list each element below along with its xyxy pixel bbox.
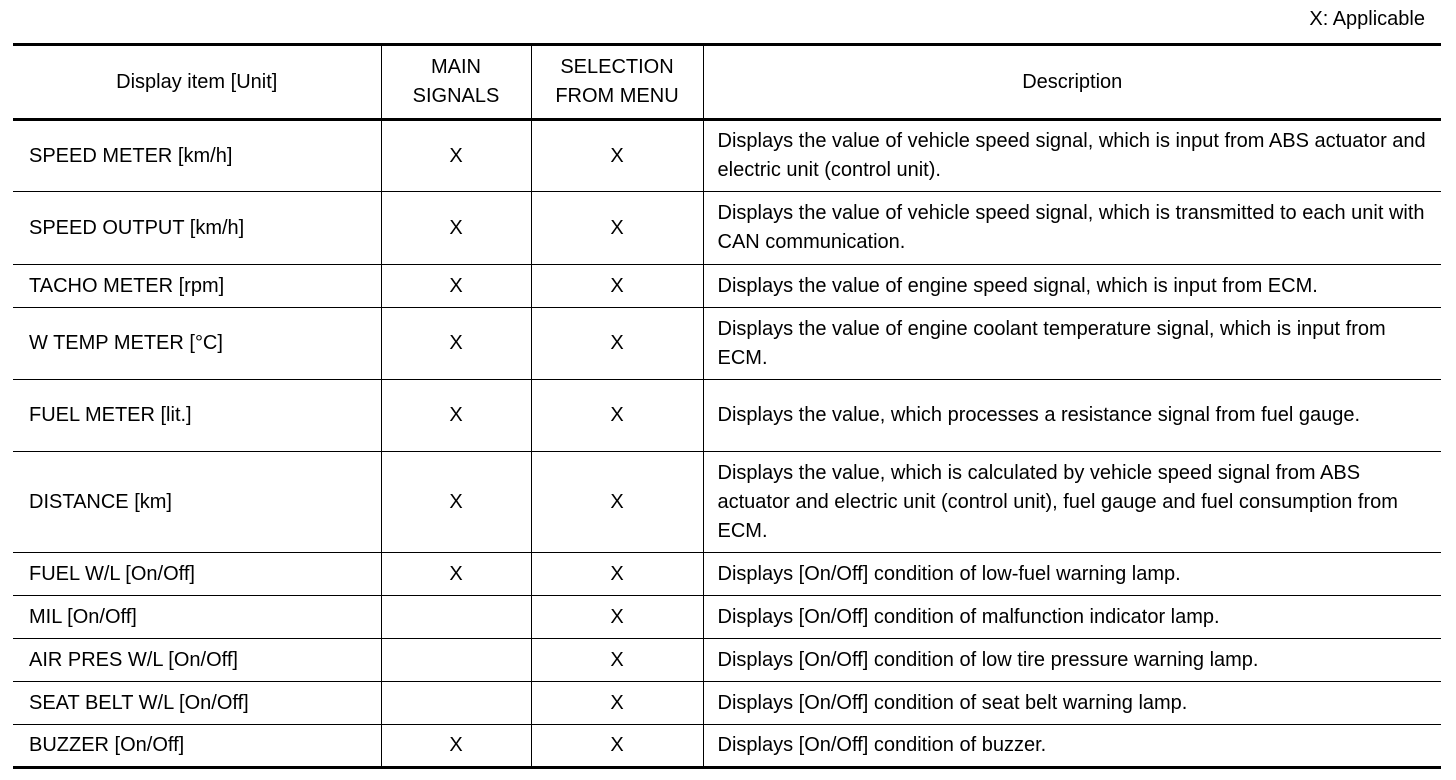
description-cell: Displays [On/Off] condition of buzzer. <box>703 725 1441 768</box>
main-signals-cell: X <box>381 452 531 553</box>
table-row <box>13 553 1441 596</box>
table-row <box>13 682 1441 725</box>
table-row <box>13 639 1441 682</box>
main-signals-cell: X <box>381 120 531 192</box>
display-item-cell: TACHO METER [rpm] <box>13 265 381 308</box>
description-cell: Displays the value of vehicle speed signal, which is input from ABS actuator and electric unit (control unit). <box>703 120 1441 192</box>
selection-from-menu-cell: X <box>531 192 703 265</box>
display-item-cell: SPEED METER [km/h] <box>13 120 381 192</box>
applicable-legend: X: Applicable <box>1309 8 1425 30</box>
description-cell: Displays the value of engine speed signal, which is input from ECM. <box>703 265 1441 308</box>
display-item-cell: SPEED OUTPUT [km/h] <box>13 192 381 265</box>
selection-from-menu-cell: X <box>531 682 703 725</box>
selection-from-menu-cell: X <box>531 725 703 768</box>
main-signals-cell: X <box>381 192 531 265</box>
table-row <box>13 265 1441 308</box>
main-signals-cell <box>381 596 531 639</box>
selection-from-menu-cell: X <box>531 265 703 308</box>
selection-from-menu-cell: X <box>531 120 703 192</box>
table-row <box>13 380 1441 452</box>
description-cell: Displays the value, which processes a resistance signal from fuel gauge. <box>703 380 1441 452</box>
selection-from-menu-cell: X <box>531 452 703 553</box>
main-signals-cell: X <box>381 265 531 308</box>
header-selection-from-menu: SELECTION FROM MENU <box>531 45 703 120</box>
description-cell: Displays the value of engine coolant temperature signal, which is input from ECM. <box>703 308 1441 380</box>
table-header <box>13 45 1441 120</box>
description-cell: Displays the value, which is calculated by vehicle speed signal from ABS actuator and electric unit (control unit), fuel gauge and fuel consumption from ECM. <box>703 452 1441 553</box>
display-item-cell: SEAT BELT W/L [On/Off] <box>13 682 381 725</box>
table-row <box>13 120 1441 192</box>
table-body <box>13 120 1441 768</box>
description-cell: Displays the value of vehicle speed signal, which is transmitted to each unit with CAN communication. <box>703 192 1441 265</box>
selection-from-menu-cell: X <box>531 553 703 596</box>
main-signals-cell: X <box>381 380 531 452</box>
main-signals-cell <box>381 682 531 725</box>
selection-from-menu-cell: X <box>531 639 703 682</box>
display-item-cell: DISTANCE [km] <box>13 452 381 553</box>
main-signals-cell: X <box>381 308 531 380</box>
header-row <box>13 45 1441 120</box>
selection-from-menu-cell: X <box>531 596 703 639</box>
table-row <box>13 596 1441 639</box>
table-row <box>13 192 1441 265</box>
main-signals-cell: X <box>381 553 531 596</box>
table-row <box>13 308 1441 380</box>
main-signals-cell: X <box>381 725 531 768</box>
table-row <box>13 725 1441 768</box>
description-cell: Displays [On/Off] condition of low-fuel warning lamp. <box>703 553 1441 596</box>
display-item-cell: W TEMP METER [°C] <box>13 308 381 380</box>
selection-from-menu-cell: X <box>531 380 703 452</box>
header-description: Description <box>703 45 1441 120</box>
display-item-cell: FUEL W/L [On/Off] <box>13 553 381 596</box>
description-cell: Displays [On/Off] condition of malfunction indicator lamp. <box>703 596 1441 639</box>
description-cell: Displays [On/Off] condition of low tire pressure warning lamp. <box>703 639 1441 682</box>
table-row <box>13 452 1441 553</box>
display-items-table <box>13 43 1441 769</box>
selection-from-menu-cell: X <box>531 308 703 380</box>
display-item-cell: MIL [On/Off] <box>13 596 381 639</box>
display-item-cell: BUZZER [On/Off] <box>13 725 381 768</box>
display-item-cell: AIR PRES W/L [On/Off] <box>13 639 381 682</box>
display-item-cell: FUEL METER [lit.] <box>13 380 381 452</box>
header-main-signals: MAIN SIGNALS <box>381 45 531 120</box>
header-display-item: Display item [Unit] <box>13 45 381 120</box>
description-cell: Displays [On/Off] condition of seat belt warning lamp. <box>703 682 1441 725</box>
main-signals-cell <box>381 639 531 682</box>
